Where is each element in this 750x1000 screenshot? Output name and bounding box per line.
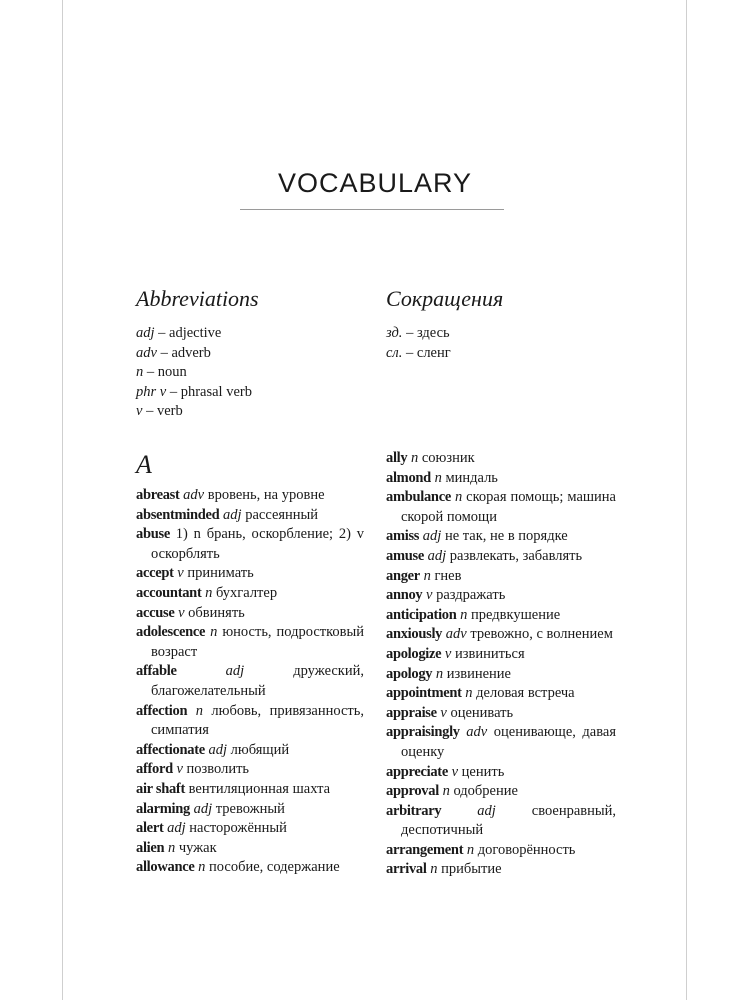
vocabulary-entry [386,567,616,587]
entry-definition: оценивать [450,704,514,721]
entry-part-of-speech: n [423,567,431,584]
vocabulary-entry [386,527,616,547]
entry-definition: тревожно, с волнением [470,626,613,643]
page-edge-left [62,0,63,1000]
entry-definition: пособие, содержание [209,859,340,876]
entry-part-of-speech: v [451,763,459,780]
entry-definition: оценивающе, давая оценку [401,724,616,760]
entry-headword: accept [136,565,174,582]
entry-definition: юность, подростковый возраст [151,624,365,660]
entry-headword: ambulance [386,489,451,506]
entry-definition: любовь, привязанность, симпатия [151,702,365,739]
entry-headword: alien [136,839,165,856]
vocabulary-entry [136,486,364,506]
entry-part-of-speech: adj [225,663,245,680]
entry-headword: alert [136,820,164,837]
vocabulary-entry [136,506,364,526]
abbreviations-list [136,324,252,422]
entry-headword: anticipation [386,606,457,623]
abbreviation-item: сл. – сленг [386,344,451,361]
title-divider [240,209,504,210]
entry-part-of-speech: v [178,604,185,621]
entry-part-of-speech: adj [477,802,496,819]
entry-definition: не так, не в порядке [444,528,568,545]
entry-part-of-speech: adj [427,547,447,564]
abbreviations-heading: Abbreviations [136,286,259,311]
vocabulary-column-left [136,486,364,878]
entry-part-of-speech: v [426,587,433,604]
entry-headword: alarming [136,800,190,817]
entry-headword: affable [136,663,177,680]
entry-headword: allowance [136,859,195,876]
vocabulary-entry [136,564,364,584]
entry-part-of-speech: n [434,469,442,486]
entry-headword: amuse [386,547,424,564]
entry-definition: раздражать [436,587,506,604]
entry-part-of-speech: n [430,861,438,878]
vocabulary-entry [386,763,616,783]
entry-definition: скорая помощь; машина скорой помощи [401,489,616,525]
entry-part-of-speech: n [210,624,218,641]
vocabulary-entry [136,604,364,624]
vocabulary-entry [386,547,616,567]
vocabulary-column-right [386,449,616,880]
entry-part-of-speech: n [205,584,213,601]
entry-definition: вровень, на уровне [207,487,325,503]
vocabulary-entry [136,780,364,800]
entry-part-of-speech: n [167,839,176,856]
entry-definition: позволить [186,761,250,778]
entry-headword: affection [136,702,188,719]
entry-headword: adolescence [136,624,206,641]
entry-definition: бухгалтер [215,584,278,601]
abbreviations-ru-list [386,324,451,363]
entry-headword: afford [136,761,173,778]
entry-part-of-speech: n [195,702,203,719]
entry-part-of-speech: n [466,841,475,858]
entry-headword: apology [386,665,433,682]
entry-part-of-speech: adj [193,800,213,817]
abbreviation-item: зд. – здесь [386,325,450,341]
entry-definition: своенравный, деспотичный [401,802,617,839]
vocabulary-entry [136,623,364,662]
vocabulary-entry [386,449,616,469]
entry-definition: насторожённый [189,820,287,837]
entry-definition: вентиляционная шахта [188,780,331,797]
entry-headword: appraise [386,704,437,721]
entry-headword: anxiously [386,626,443,643]
entry-part-of-speech: n [454,489,463,506]
entry-part-of-speech: adv [183,487,205,503]
entry-definition: 1) n брань, оскорбление; 2) v оскорблять [151,526,364,562]
entry-part-of-speech: n [442,783,450,800]
entry-headword: apologize [386,645,442,662]
vocabulary-entry [386,645,616,665]
entry-headword: appreciate [386,763,448,780]
entry-definition: прибытие [441,861,502,878]
entry-headword: ally [386,450,408,466]
entry-headword: amiss [386,528,420,545]
vocabulary-entry [136,819,364,839]
entry-headword: accuse [136,604,175,621]
entry-headword: appraisingly [386,724,460,741]
entry-definition: обвинять [188,604,245,621]
vocabulary-entry [386,488,616,527]
vocabulary-entry [136,525,364,564]
vocabulary-entry [136,584,364,604]
abbreviation-item: n – noun [136,364,187,380]
entry-definition: дружеский, благожелательный [151,663,364,699]
vocabulary-entry [386,684,616,704]
entry-part-of-speech: adj [422,528,442,545]
vocabulary-entry [386,723,616,762]
abbreviation-item: v – verb [136,403,183,419]
vocabulary-entry [386,860,616,880]
vocabulary-entry [386,606,616,626]
entry-definition: извинение [446,665,511,682]
entry-headword: approval [386,783,439,800]
vocabulary-entry [136,741,364,761]
entry-definition: извиниться [454,645,525,662]
vocabulary-entry [136,760,364,780]
vocabulary-entry [386,469,616,489]
entry-headword: absentminded [136,506,220,523]
entry-definition: деловая встреча [476,685,575,702]
vocabulary-entry [386,586,616,606]
entry-headword: abreast [136,487,180,503]
section-letter: A [136,450,152,479]
entry-definition: ценить [461,763,505,780]
vocabulary-entry [386,802,616,841]
entry-headword: arrangement [386,841,464,858]
entry-definition: рассеянный [245,506,319,523]
entry-part-of-speech: n [460,606,468,623]
entry-headword: annoy [386,587,423,604]
entry-definition: союзник [421,450,475,466]
entry-headword: anger [386,567,420,584]
entry-definition: гнев [434,567,462,584]
entry-part-of-speech: adj [208,741,228,758]
entry-headword: affectionate [136,741,205,758]
entry-part-of-speech: v [176,761,183,778]
entry-headword: arrival [386,861,427,878]
entry-headword: accountant [136,584,202,601]
entry-part-of-speech: v [177,565,184,582]
page-title: VOCABULARY [277,168,473,198]
entry-part-of-speech: v [440,704,447,721]
entry-definition: развлекать, забавлять [449,547,583,564]
entry-definition: миндаль [445,469,498,486]
entry-definition: одобрение [453,783,518,800]
page-edge-right [686,0,687,1000]
entry-part-of-speech: adj [167,820,186,837]
vocabulary-entry [136,662,364,701]
entry-definition: тревожный [215,800,285,817]
abbreviation-item: adv – adverb [136,344,211,361]
entry-part-of-speech: n [465,685,473,702]
vocabulary-entry [386,841,616,861]
abbreviations-ru-heading: Сокращения [386,286,504,311]
vocabulary-entry [136,800,364,820]
vocabulary-entry [386,782,616,802]
vocabulary-entry [386,704,616,724]
entry-part-of-speech: n [410,450,419,466]
entry-part-of-speech: adj [223,506,242,523]
vocabulary-entry [136,839,364,859]
entry-definition: принимать [187,565,254,582]
entry-part-of-speech: adv [445,626,467,643]
vocabulary-entry [136,702,364,741]
entry-part-of-speech: n [435,665,444,682]
entry-headword: abuse [136,526,170,543]
entry-part-of-speech: n [198,859,206,876]
entry-definition: любящий [230,741,290,758]
entry-headword: air shaft [136,780,185,797]
entry-definition: договорённость [477,841,576,858]
entry-part-of-speech: v [444,645,452,662]
entry-headword: almond [386,469,431,486]
vocabulary-entry [136,858,364,878]
entry-definition: чужак [178,839,217,856]
abbreviation-item: adj – adjective [136,325,222,341]
entry-headword: appointment [386,685,462,702]
abbreviation-item: phr v – phrasal verb [136,383,252,400]
entry-part-of-speech: adv [466,724,488,741]
vocabulary-entry [386,625,616,645]
entry-definition: предвкушение [471,606,561,623]
vocabulary-entry [386,665,616,685]
entry-headword: arbitrary [386,802,442,819]
